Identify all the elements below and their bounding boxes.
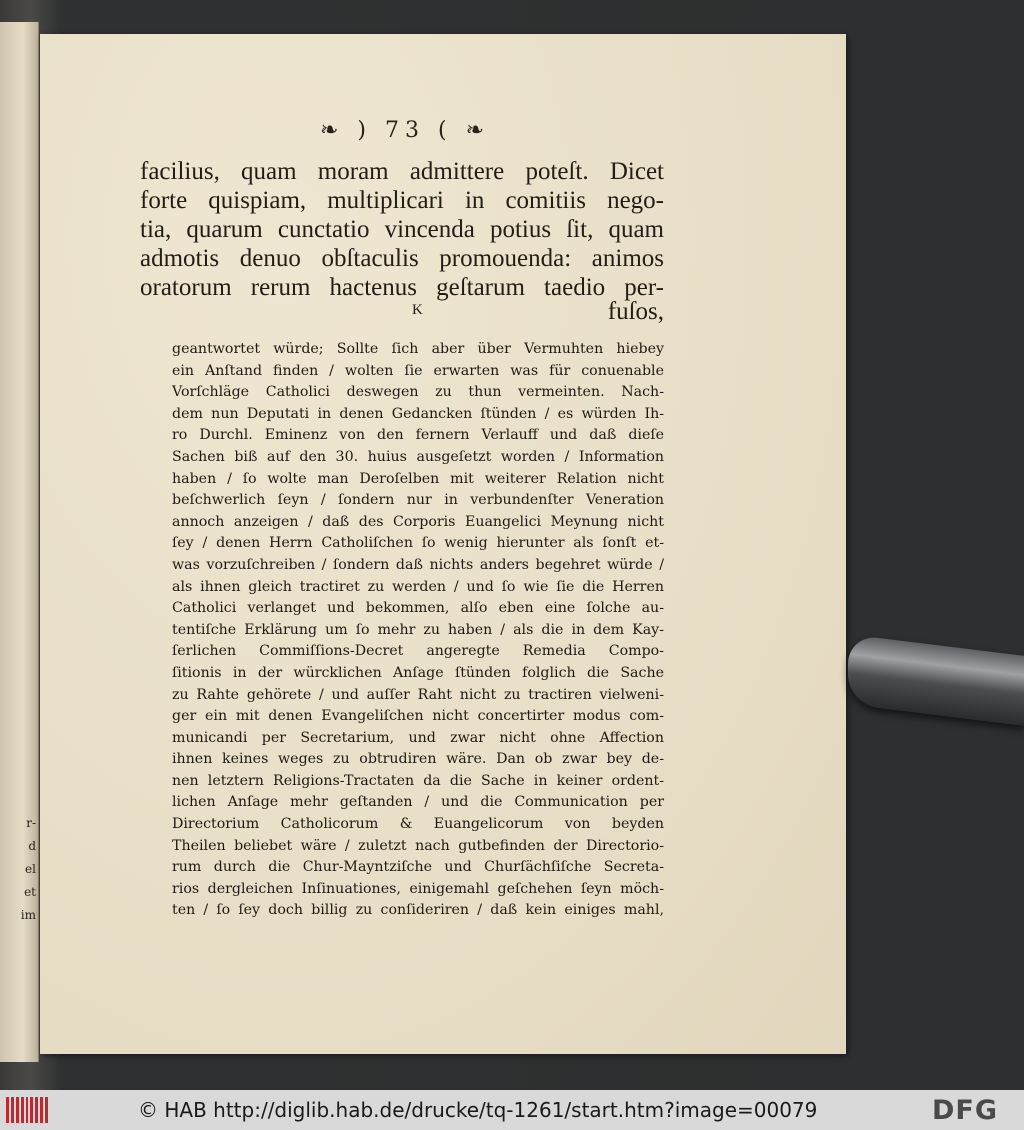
page-weight-ruler: [848, 634, 1024, 726]
signature-row: [140, 298, 664, 326]
german-line: ihnen keines weges zu obtrudiren wäre. Dan ob zwar bey de-: [172, 751, 664, 768]
german-line: lichen Anſage mehr geſtanden / und die Communication per: [172, 794, 664, 811]
german-line: Vorſchläge Catholici deswegen zu thun vermeinten. Nach-: [172, 384, 664, 401]
german-line: haben / ſo wolte man Deroſelben mit weiterer Relation nicht: [172, 470, 664, 487]
signature-mark: K: [412, 302, 423, 318]
german-line: ſey / denen Herrn Catholiſchen ſo wenig hierunter als ſonſt et-: [172, 535, 664, 552]
copyright-link[interactable]: © HAB http://diglib.hab.de/drucke/tq-1261/start.htm?image=00079: [138, 1098, 818, 1122]
page-header: ❧ ) 73 ( ❧: [320, 118, 490, 143]
facing-page-edge: [0, 22, 39, 1062]
facing-mark: im: [20, 908, 36, 922]
german-line: rum durch die Chur-Mayntziſche und Churſächſiſche Secreta-: [172, 859, 664, 876]
latin-line: facilius, quam moram admittere poteſt. Dicet: [140, 158, 664, 185]
german-line: tentiſche Erklärung um ſo mehr zu haben / als die in dem Kay-: [172, 621, 664, 638]
german-line: als ihnen gleich tractiret zu werden / und ſo wie ſie die Herren: [172, 578, 664, 595]
german-line: Catholici verlanget und bekommen, alſo eben eine ſolche au-: [172, 600, 664, 617]
catchword: fuſos,: [607, 298, 664, 325]
latin-line: oratorum rerum hactenus geſtarum taedio per-: [140, 274, 664, 301]
german-line: ger ein mit denen Evangeliſchen nicht concertirter modus com-: [172, 708, 664, 725]
german-line: was vorzuſchreiben / ſondern daß nichts anders begehret würde /: [172, 556, 664, 573]
facing-page-marks: [0, 812, 38, 927]
latin-line: forte quispiam, multiplicari in comitiis nego-: [140, 187, 664, 214]
german-line: annoch anzeigen / daß des Corporis Euangelici Meynung nicht: [172, 513, 664, 530]
facing-mark: et: [24, 885, 36, 899]
german-line: rios dergleichen Inſinuationes, einigemahl geſchehen ſeyn möch-: [172, 880, 664, 897]
hab-logo-icon: [6, 1097, 48, 1123]
latin-line: tia, quarum cunctatio vincenda potius ſit, quam: [140, 216, 664, 243]
german-line: ſitionis in der würcklichen Anſage ſtünden folglich die Sache: [172, 664, 664, 681]
facing-mark: r-: [26, 816, 36, 830]
german-line: municandi per Secretarium, und zwar nicht ohne Affection: [172, 729, 664, 746]
facing-mark: el: [25, 862, 36, 876]
footer-bar: [0, 1090, 1024, 1130]
dfg-logo: DFG: [932, 1095, 999, 1126]
german-line: geantwortet würde; Sollte ſich aber über Vermuhten hiebey: [172, 341, 664, 357]
german-line: dem nun Deputati in denen Gedancken ſtünden / es würden Ih-: [172, 405, 664, 422]
german-line: ſerlichen Commiſſions-Decret angeregte Remedia Compo-: [172, 643, 664, 660]
german-line: Directorium Catholicorum & Euangelicorum von beyden: [172, 816, 664, 833]
german-line: ein Anſtand finden / wolten ſie erwarten was für conuenable: [172, 362, 664, 379]
german-line: ro Durchl. Eminenz von den fernern Verlauff und daß dieſe: [172, 427, 664, 444]
facing-mark: d: [28, 839, 36, 853]
german-text-block: [172, 339, 664, 922]
latin-text-block: [140, 157, 664, 302]
german-line: nen letztern Religions-Tractaten da die Sache in keiner ordent-: [172, 772, 664, 789]
german-line: ten / ſo ſey doch billig zu conſideriren / daß kein einiges mahl,: [172, 902, 664, 919]
german-line: zu Rahte gehörete / und auſſer Raht nicht zu tractiren vielweni-: [172, 686, 664, 703]
german-line: beſchwerlich ſeyn / ſondern nur in verbundenſter Veneration: [172, 492, 664, 509]
german-line: Theilen beliebet wäre / zuletzt nach gutbefinden der Directorio-: [172, 837, 664, 854]
latin-line: admotis denuo obſtaculis promouenda: animos: [140, 245, 664, 272]
german-line: Sachen biß auf den 30. huius ausgeſetzt worden / Information: [172, 448, 664, 465]
